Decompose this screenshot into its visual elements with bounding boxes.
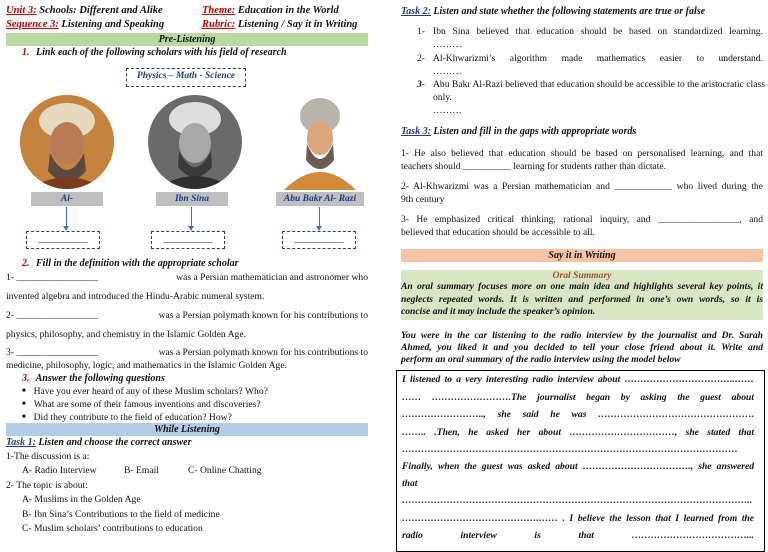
- definition-1-blank[interactable]: _________________: [16, 272, 98, 283]
- subjects-box: Physics – Math - Science: [126, 68, 246, 87]
- mcq-1-option-a[interactable]: A- Radio Interview: [22, 465, 97, 476]
- definition-2-line2: physics, philosophy, and chemistry in the Islamic Golden Age.: [6, 329, 246, 340]
- scholar-portrait-image: [148, 95, 242, 189]
- gap-3-line1[interactable]: 3- He emphasized critical thinking, rational inquiry, and _________________, and: [401, 214, 763, 225]
- question-1: [22, 47, 287, 58]
- link-answer-blank-2[interactable]: ___________: [151, 231, 225, 249]
- gap-1-line1: 1- He also believed that education should be based on personalised learning, and that: [401, 148, 763, 159]
- model-line-9: …………………………………….…… . I believe the lesson that I learned from the: [402, 513, 754, 524]
- scholar-name-2: Ibn Sina: [156, 192, 228, 206]
- gap-1-line2[interactable]: teachers should __________ learning for students rather than dictate.: [401, 161, 667, 172]
- definition-1-number: 1-: [6, 272, 14, 283]
- model-line-7: that: [402, 478, 418, 489]
- oral-summary-line-1: An oral summary focuses more on one main idea and highlights several key points, it: [401, 281, 763, 292]
- unit-line: [6, 5, 163, 16]
- writing-prompt-line-1: You were in the car listening to the radio interview by the journalist and Dr. Sarah: [401, 330, 763, 341]
- link-answer-blank-3[interactable]: ___________: [282, 231, 356, 249]
- pre-listening-header: Pre-Listening: [6, 33, 368, 46]
- model-line-4: …….. .Then, he asked her about ……………………………, she stated that: [402, 427, 754, 438]
- task-1-text: Listen and choose the correct answer: [38, 437, 192, 448]
- statement-1-number: 1-: [417, 26, 425, 37]
- portrait-abu-bakr-al-razi: [278, 94, 362, 190]
- definition-1-line2: invented algebra and introduced the Hindu-Arabic numeral system.: [6, 291, 265, 302]
- definition-3: [6, 347, 368, 359]
- statement-3-answer[interactable]: ………: [433, 105, 462, 116]
- sequence-label: Sequence 3:: [6, 19, 59, 30]
- oral-summary-title: Oral Summary: [552, 270, 612, 281]
- portrait-al-khwarizmi: [20, 95, 114, 189]
- question-1-number: 1.: [22, 47, 30, 58]
- task-2-heading: [401, 6, 705, 17]
- oral-summary-line-3: concise and it may include the speaker’s opinion.: [401, 306, 596, 317]
- theme-value: Education in the World: [237, 5, 339, 16]
- while-listening-header: While Listening: [6, 423, 368, 436]
- theme-label: Theme:: [202, 5, 236, 16]
- task-3-heading: [401, 126, 636, 137]
- scholar-name-3: Abu Bakr Al- Razi: [276, 192, 364, 206]
- model-line-1: I listened to a very interesting radio interview about ……………………………..……: [402, 374, 754, 385]
- task-2-text: Listen and state whether the following statements are true or false: [433, 6, 706, 17]
- oral-summary-line-2: neglects repeated words. It is written and performed in one’s own words, so it is: [401, 293, 763, 305]
- definition-3-text: was a Persian polymath known for his contributions to: [158, 347, 368, 358]
- mcq-2-option-b[interactable]: B- Ibn Sina’s Contributions to the field of medicine: [22, 509, 220, 520]
- portrait-ibn-sina: [148, 95, 242, 189]
- statement-1-answer[interactable]: ………: [433, 39, 462, 50]
- sequence-value: Listening and Speaking: [61, 19, 165, 30]
- rubric-label: Rubric:: [202, 19, 236, 30]
- link-answer-blank-1[interactable]: ___________: [26, 231, 100, 249]
- say-it-in-writing-header: Say it in Writing: [401, 249, 763, 262]
- definition-2-blank[interactable]: _________________: [16, 310, 98, 321]
- summary-model-box[interactable]: [396, 370, 765, 552]
- question-2-number: 2.: [22, 258, 30, 269]
- question-3-text: Answer the following questions: [35, 373, 165, 384]
- definition-3-number: 3-: [6, 347, 14, 358]
- statement-2-answer[interactable]: ………: [433, 66, 462, 77]
- definition-2-text: was a Persian polymath known for his contributions to: [158, 310, 368, 321]
- mcq-2-question: 2- The topic is about:: [6, 480, 88, 491]
- rubric-value: Listening / Say it in Writing: [237, 19, 358, 30]
- definition-1: [6, 272, 368, 284]
- statement-2-number: 2-: [417, 53, 425, 64]
- question-2: [22, 258, 239, 269]
- mcq-1-option-b[interactable]: B- Email: [124, 465, 159, 476]
- scholar-portrait-image: [278, 94, 362, 190]
- question-3: [22, 373, 165, 384]
- statement-3-text-end: only.: [433, 92, 452, 103]
- discussion-question-3: ■ Did they contribute to the field of education? How?: [22, 411, 232, 424]
- oral-summary-box: [401, 270, 763, 320]
- statement-3-number: 3-: [417, 79, 425, 90]
- theme-line: [202, 5, 339, 16]
- link-arrow-2: [191, 207, 192, 227]
- question-3-number: 3.: [22, 373, 30, 384]
- statement-1-text: Ibn Sina believed that education should be based on standardized learning.: [433, 26, 763, 37]
- question-2-text: Fill in the definition with the appropriate scholar: [36, 258, 239, 269]
- unit-value: Schools: Different and Alike: [39, 5, 163, 16]
- definition-3-blank[interactable]: _________________: [16, 347, 98, 358]
- discussion-question-1: ■ Have you ever heard of any of these Muslim scholars? Who?: [22, 385, 268, 398]
- task-3-text: Listen and fill in the gaps with appropriate words: [433, 126, 637, 137]
- model-line-10: radio interview is that ………………………………...: [402, 530, 754, 541]
- definition-2: [6, 310, 368, 322]
- unit-label: Unit 3:: [6, 5, 37, 16]
- task-1-label: Task 1:: [6, 437, 36, 448]
- rubric-line: [202, 19, 357, 30]
- discussion-question-2: ■ What are some of their famous inventions and discoveries?: [22, 398, 261, 411]
- task-3-label: Task 3:: [401, 126, 431, 137]
- mcq-2-option-a[interactable]: A- Muslims in the Golden Age: [22, 494, 141, 505]
- mcq-1-option-c[interactable]: C- Online Chatting: [188, 465, 262, 476]
- gap-3-line2: believed that education should be accessible to all.: [401, 227, 595, 238]
- scholar-name-1: Al-: [31, 192, 103, 206]
- gap-2-line2: 9th century: [401, 194, 445, 205]
- link-arrow-3: [319, 207, 320, 227]
- model-line-6: Finally, when the guest was asked about ……………………………., she answered: [402, 461, 754, 472]
- definition-3-line2: medicine, philosophy, logic, and mathematics in the Islamic Golden Age.: [6, 360, 287, 371]
- writing-prompt-line-2: Ahmed, you liked it and you decided to tell your close friend about it. Write and: [401, 342, 763, 353]
- task-2-label: Task 2:: [401, 6, 431, 17]
- writing-prompt-line-3: perform an oral summary of the radio interview using the model below: [401, 354, 681, 365]
- mcq-2-option-c[interactable]: C- Muslim scholars’ contributions to education: [22, 523, 203, 534]
- statement-2-text: Al-Khwarizmi’s algorithm made mathematics easier to understand.: [433, 53, 763, 64]
- model-line-5: ……………………………………………………………………………………………: [402, 444, 738, 455]
- model-line-8: ………………………………………………………………………………………………..: [402, 495, 753, 506]
- definition-2-number: 2-: [6, 310, 14, 321]
- model-line-2: …… …………………….The journalist began by asking the guest about: [402, 392, 754, 403]
- mcq-1-question: 1-The discussion is a:: [6, 451, 90, 462]
- model-line-3: …………………….., she said he was ………………………………………….: [402, 409, 754, 420]
- task-1-heading: [6, 437, 191, 448]
- definition-1-text: was a Persian mathematician and astronomer who: [176, 272, 368, 283]
- scholar-portrait-image: [20, 95, 114, 189]
- question-1-text: Link each of the following scholars with his field of research: [36, 47, 287, 58]
- sequence-line: [6, 19, 164, 30]
- statement-3-text: Abu Bakr Al-Razi believed that education should be accessible to the aristocratic class: [433, 79, 765, 90]
- gap-2-line1[interactable]: 2- Al-Khwarizmi was a Persian mathematician and ____________ who lived during the: [401, 181, 763, 192]
- link-arrow-1: [66, 207, 67, 227]
